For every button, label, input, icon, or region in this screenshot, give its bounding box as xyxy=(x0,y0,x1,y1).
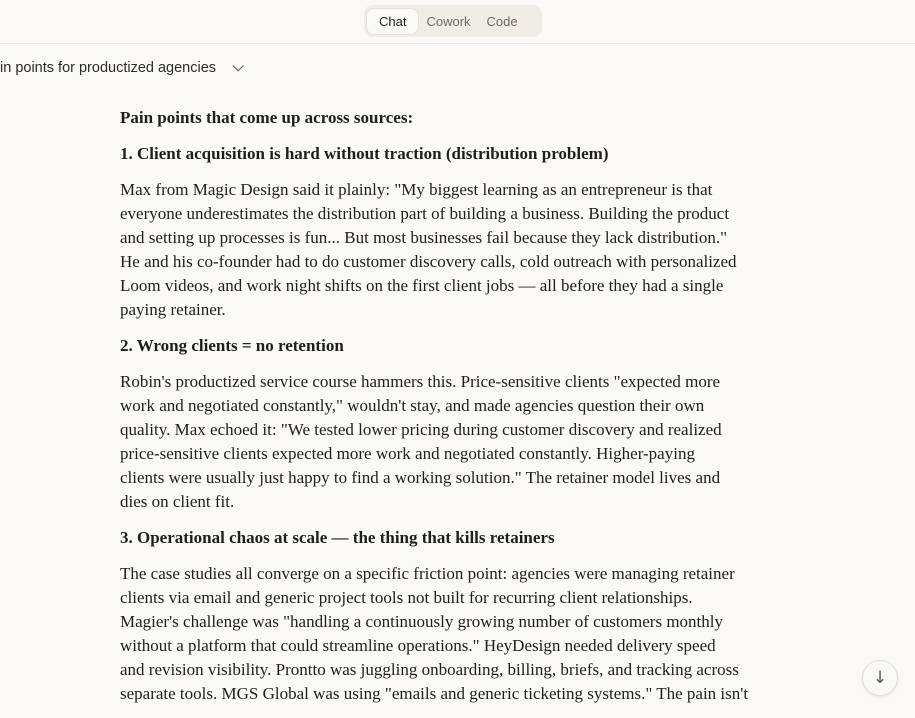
top-bar xyxy=(0,0,915,44)
tab-chat[interactable]: Chat xyxy=(367,9,418,34)
arrow-down-icon: ↓ xyxy=(872,668,888,688)
scroll-to-bottom-button[interactable] xyxy=(862,660,898,696)
tab-cowork[interactable]: Cowork xyxy=(426,13,471,29)
section-3-body: The case studies all converge on a specific friction point: agencies were managing retainer clients via email and generic project tools not built for recurring client relationships. Magier's challenge was "handling a continuously growing number of customers monthly without a platform that could streamline operations." HeyDesign needed delivery speed and revision visibility. Prontto was juggling onboarding, billing, briefs, and tracking across separate tools. MGS Global was using "emails and generic ticketing systems." The pain isn't xyxy=(120,564,749,703)
section-2-body: Robin's productized service course hammers this. Price-sensitive clients "expected more work and negotiated constantly," wouldn't stay, and made agencies question their own quality. Max echoed it: "We tested lower pricing during customer discovery and realized price-sensitive clients expected more work and negotiated constantly. Higher-paying clients were usually just happy to find a working solution." The retainer model lives and dies on client fit. xyxy=(120,372,722,511)
section-2-heading: 2. Wrong clients = no retention xyxy=(120,336,344,355)
assistant-message xyxy=(120,106,840,718)
chevron-down-icon xyxy=(232,60,243,71)
mode-switcher xyxy=(364,5,542,37)
section-1-heading: 1. Client acquisition is hard without traction (distribution problem) xyxy=(120,144,609,163)
section-1-body: Max from Magic Design said it plainly: "My biggest learning as an entrepreneur is that everyone underestimates the distribution part of building a business. Building the product and setting up processes is fun... But most businesses fail because they lack distribution." He and his co-founder had to do customer discovery calls, cold outreach with personalized Loom videos, and work night shifts on the first client jobs — all before they had a single paying retainer. xyxy=(120,180,737,319)
intro-heading: Pain points that come up across sources: xyxy=(120,108,414,127)
conversation-title: in points for productized agencies xyxy=(0,60,217,76)
tab-code[interactable]: Code xyxy=(486,13,518,29)
section-3-heading: 3. Operational chaos at scale — the thing that kills retainers xyxy=(120,528,555,547)
conversation-title-button[interactable] xyxy=(0,57,240,79)
